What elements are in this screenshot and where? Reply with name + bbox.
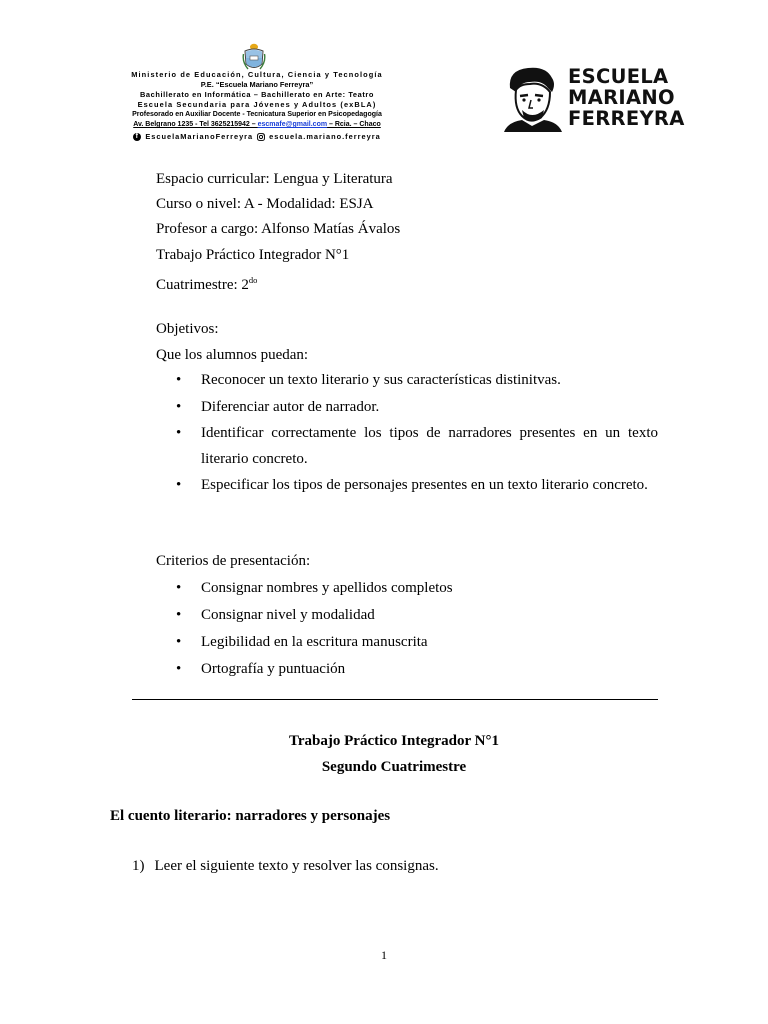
brand-line-1: ESCUELA (568, 65, 669, 88)
task-text: Leer el siguiente texto y resolver las consignas. (154, 858, 439, 874)
cuatrimestre-text: Cuatrimestre: 2 (156, 276, 249, 293)
task-number: 1) (132, 858, 145, 874)
list-item: • Especificar los tipos de personajes presentes en un texto literario concreto. (156, 473, 658, 499)
course-info (156, 167, 400, 298)
criterios-section (156, 548, 658, 683)
institution-header (112, 70, 402, 142)
criterios-heading: Criterios de presentación: (156, 553, 311, 569)
profesor-a-cargo: Profesor a cargo: Alfonso Matías Ávalos (156, 221, 401, 238)
address-line (112, 120, 402, 130)
objetivos-heading: Objetivos: (156, 321, 219, 337)
brand-line-2: MARIANO (568, 86, 675, 109)
facebook-icon: f (133, 133, 141, 141)
programs-line: Bachillerato en Informática – Bachillerato en Arte: Teatro (140, 90, 374, 100)
instagram-handle: escuela.mariano.ferreyra (269, 131, 381, 141)
school-brand-logo (502, 64, 685, 136)
secondary-school-line: Escuela Secundaria para Jóvenes y Adultos (exBLA) (137, 100, 377, 110)
provincial-crest-logo (242, 42, 266, 72)
cuatrimestre (156, 268, 400, 298)
list-item: • Diferenciar autor de narrador. (156, 395, 658, 421)
objetivos-section (156, 317, 658, 499)
profesorado-line: Profesorado en Auxiliar Docente - Tecnicatura Superior en Psicopedagogía (132, 111, 382, 119)
list-item: • Ortografía y puntuación (156, 656, 658, 683)
curso-nivel: Curso o nivel: A - Modalidad: ESJA (156, 196, 374, 213)
portrait-illustration-icon (502, 64, 564, 132)
task-item (132, 858, 439, 875)
social-links (112, 132, 402, 142)
brand-line-3: FERREYRA (568, 107, 685, 130)
section-title: El cuento literario: narradores y personajes (110, 808, 391, 824)
trabajo-practico: Trabajo Práctico Integrador N°1 (156, 246, 350, 263)
list-item: • Reconocer un texto literario y sus características distinitvas. (156, 368, 658, 394)
address-prefix: Av. Belgrano 1235 - Tel 3625215942 – (133, 121, 258, 129)
tp-title: Trabajo Práctico Integrador N°1 (289, 733, 499, 749)
brand-wordmark (568, 66, 685, 129)
list-item: • Identificar correctamente los tipos de narradores presentes en un texto literario concreto. (156, 421, 658, 472)
espacio-curricular: Espacio curricular: Lengua y Literatura (156, 171, 393, 187)
horizontal-divider (132, 699, 658, 700)
cuatrimestre-ordinal: do (248, 274, 258, 285)
list-item: • Consignar nombres y apellidos completos (156, 575, 658, 602)
school-pe-line: P.E. “Escuela Mariano Ferreyra” (200, 80, 314, 90)
tp-subtitle: Segundo Cuatrimestre (321, 759, 467, 775)
page-number: 1 (381, 948, 387, 962)
address-suffix: – Rcia. – Chaco (327, 121, 381, 129)
facebook-handle: EscuelaMarianoFerreyra (145, 131, 254, 141)
criterios-list (156, 575, 658, 683)
list-item: • Legibilidad en la escritura manuscrita (156, 629, 658, 656)
objetivos-list (156, 368, 658, 499)
email-link[interactable]: escmafe@gmail.com (257, 121, 328, 129)
instagram-icon (257, 133, 265, 141)
ministry-line: Ministerio de Educación, Cultura, Ciencia y Tecnología (131, 70, 383, 79)
list-item: • Consignar nivel y modalidad (156, 602, 658, 629)
objetivos-intro: Que los alumnos puedan: (156, 346, 309, 363)
